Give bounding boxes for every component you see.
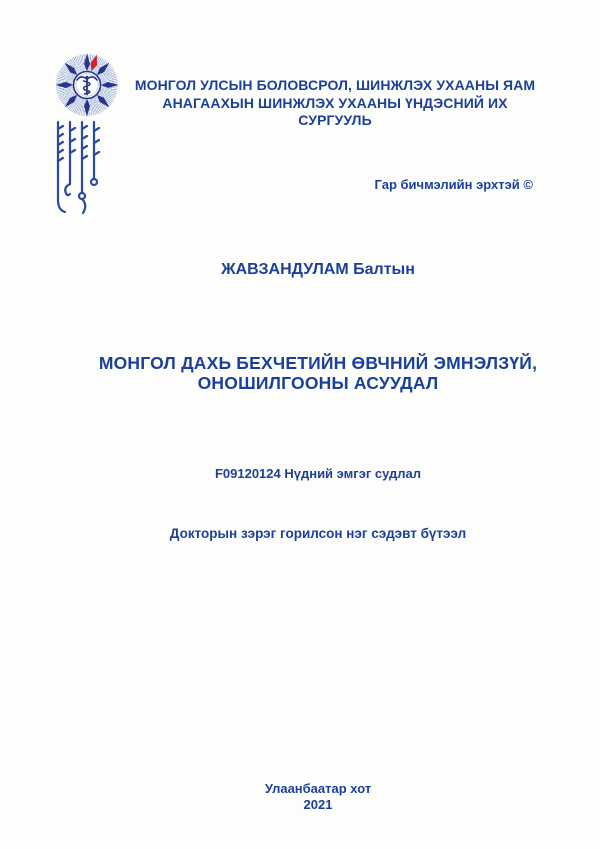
degree-statement: Докторын зэрэг горилсон нэг сэдэвт бүтээл <box>169 526 467 541</box>
ministry-name: МОНГОЛ УЛСЫН БОЛОВСРОЛ, ШИНЖЛЭХ УХААНЫ ЯАМ <box>134 77 536 93</box>
footer <box>90 781 546 812</box>
thesis-title <box>72 354 564 393</box>
footer-city: Улаанбаатар хот <box>264 781 372 796</box>
university-emblem-icon <box>55 53 119 117</box>
field-code: F09120124 Нүдний эмгэг судлал <box>214 466 422 481</box>
thesis-title-line1: МОНГОЛ ДАХЬ БЕХЧЕТИЙН ӨВЧНИЙ ЭМНЭЛЗҮЙ, <box>98 353 538 373</box>
emblem-red-wedge <box>88 54 100 73</box>
author-name: ЖАВЗАНДУЛАМ Балтын <box>221 261 415 278</box>
copyright-notice: Гар бичмэлийн эрхтэй © <box>374 177 533 192</box>
header <box>128 77 542 130</box>
university-name: АНАГААХЫН ШИНЖЛЭХ УХААНЫ ҮНДЭСНИЙ ИХ СУРГУУЛЬ <box>162 94 508 128</box>
footer-year: 2021 <box>303 796 333 812</box>
thesis-title-line2: ОНОШИЛГООНЫ АСУУДАЛ <box>197 372 439 393</box>
emblem-graphic <box>55 53 119 117</box>
traditional-mongolian-script-icon <box>52 120 102 218</box>
